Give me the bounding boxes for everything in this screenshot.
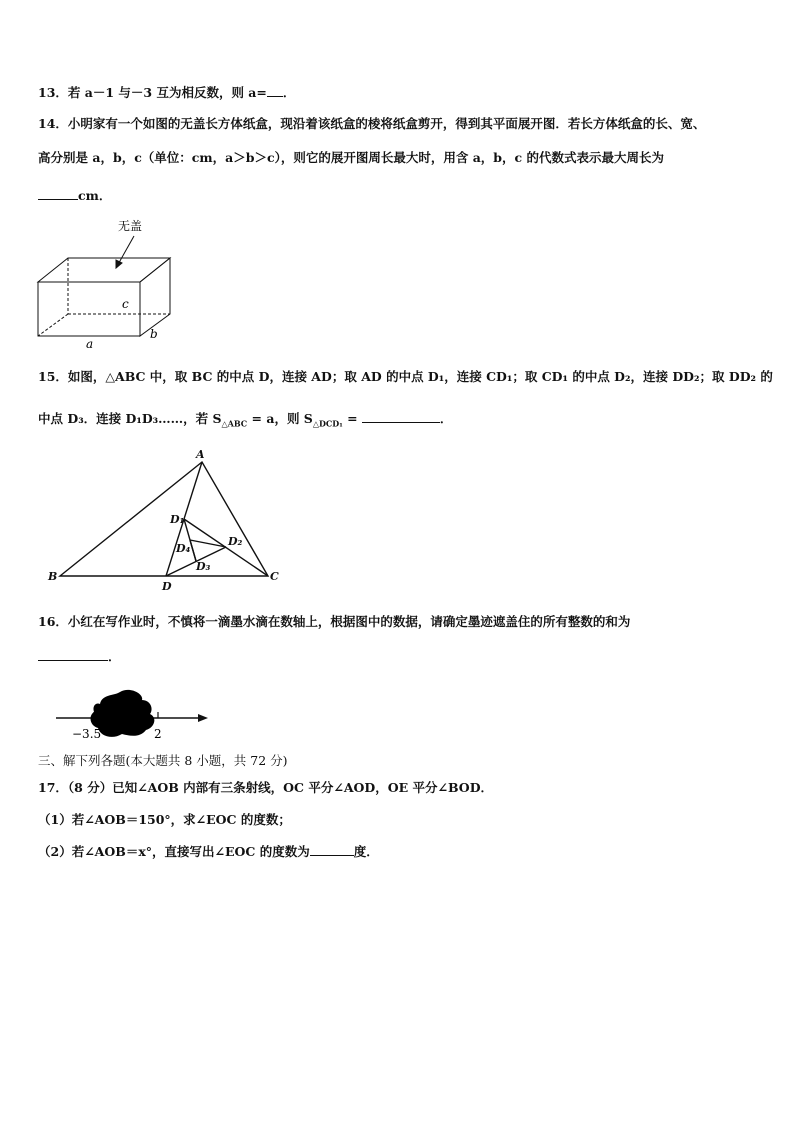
box-side-face bbox=[140, 258, 170, 336]
q16-line-1: 16．小红在写作业时，不慎将一滴墨水滴在数轴上，根据图中的数据，请确定墨迹遮盖住的所有整数的和为 bbox=[38, 614, 631, 629]
q14-line-3 bbox=[38, 187, 111, 205]
q16-number-line-figure bbox=[50, 688, 220, 744]
q16-tail: ． bbox=[108, 649, 121, 664]
q17-part2-tail: 度． bbox=[353, 844, 379, 859]
q15-tail: ． bbox=[439, 411, 453, 426]
label-b: b bbox=[150, 327, 158, 341]
q15-line-2 bbox=[38, 410, 452, 433]
vertex-a-label: A bbox=[196, 448, 205, 461]
q15-answer-blank[interactable] bbox=[362, 410, 440, 423]
q14-answer-blank[interactable] bbox=[38, 187, 78, 200]
arrow-head bbox=[116, 260, 122, 268]
point-d4-label: D₄ bbox=[176, 542, 191, 555]
q17-part2-text: （2）若∠AOB＝x°，直接写出∠EOC 的度数为 bbox=[38, 844, 310, 859]
q15-triangle-figure bbox=[40, 448, 290, 598]
q17-part-2 bbox=[38, 843, 379, 861]
label-c: c bbox=[122, 297, 129, 311]
q13-tail: ． bbox=[282, 85, 296, 100]
point-d1-label: D₁ bbox=[170, 513, 185, 526]
left-value-label: −3.5 bbox=[72, 727, 102, 741]
q14-unit: cm． bbox=[78, 188, 112, 203]
box-top-face bbox=[38, 258, 170, 282]
segment-d3d4 bbox=[190, 540, 196, 561]
q13-answer-blank[interactable] bbox=[267, 84, 283, 97]
vertex-b-label: B bbox=[48, 570, 58, 583]
point-d-label: D bbox=[162, 580, 172, 593]
point-d3-label: D₃ bbox=[196, 560, 211, 573]
q15-sub-dcd1: △DCD₁ bbox=[312, 418, 343, 429]
q17-stem: 17．（8 分）已知∠AOB 内部有三条射线，OC 平分∠AOD，OE 平分∠BOD． bbox=[38, 780, 494, 795]
q14-box-figure bbox=[30, 210, 190, 350]
q14-line-2: 高分别是 a，b，c（单位：cm，a＞b＞c），则它的展开图周长最大时，用含 a，b，c 的代数式表示最大周长为 bbox=[38, 150, 664, 165]
q16-answer-blank[interactable] bbox=[38, 648, 108, 661]
vertex-c-label: C bbox=[270, 570, 279, 583]
question-13 bbox=[38, 84, 295, 102]
axis-arrow-icon bbox=[198, 714, 208, 722]
q15-line2-b: = a，则 S bbox=[247, 411, 313, 426]
lid-label: 无盖 bbox=[118, 219, 143, 233]
q15-line2-a: 中点 D₃．连接 D₁D₃……，若 S bbox=[38, 411, 222, 426]
q17-answer-blank[interactable] bbox=[310, 843, 354, 856]
q16-line-2 bbox=[38, 648, 121, 666]
section-3-title: 三、解下列各题(本大题共 8 小题，共 72 分) bbox=[38, 753, 288, 768]
hidden-edge-depth bbox=[38, 314, 68, 336]
q14-line-1: 14．小明家有一个如图的无盖长方体纸盒，现沿着该纸盒的棱将纸盒剪开，得到其平面展开图．若长方体纸盒的长、宽、 bbox=[38, 116, 706, 131]
q17-part-1: （1）若∠AOB＝150°，求∠EOC 的度数； bbox=[38, 812, 291, 827]
point-d2-label: D₂ bbox=[228, 535, 243, 548]
q13-text: 13．若 a－1 与－3 互为相反数，则 a= bbox=[38, 85, 267, 100]
triangle-abc bbox=[60, 462, 268, 576]
right-value-label: 2 bbox=[154, 727, 162, 741]
label-a: a bbox=[86, 337, 94, 350]
q15-line-1: 15．如图，△ABC 中，取 BC 的中点 D，连接 AD；取 AD 的中点 D₁，连接 CD₁；取 CD₁ 的中点 D₂，连接 DD₂；取 DD₂ 的 bbox=[38, 369, 773, 384]
q15-sub-abc: △ABC bbox=[221, 418, 248, 429]
q15-line2-c: = bbox=[342, 411, 362, 426]
